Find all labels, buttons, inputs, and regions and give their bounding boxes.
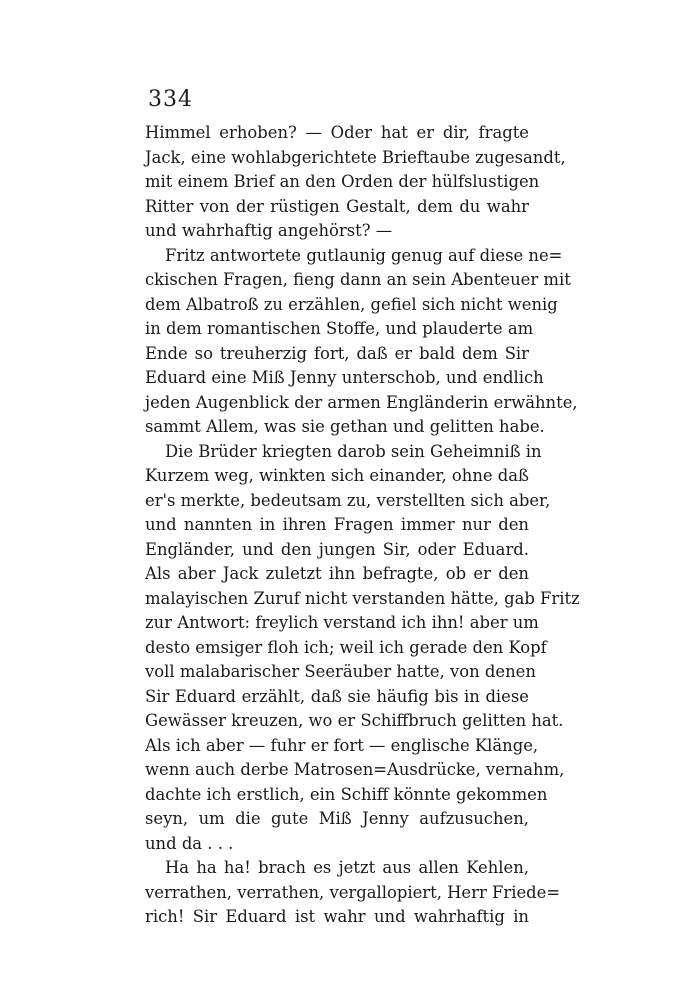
text-line: wenn auch derbe Matrosen=Ausdrücke, vernahm, xyxy=(145,760,565,779)
text-line: Als aber Jack zuletzt ihn befragte, ob er den xyxy=(145,564,529,583)
text-line: zur Antwort: freylich verstand ich ihn! aber um xyxy=(145,613,539,632)
text-line: malayischen Zuruf nicht verstanden hätte, gab Fritz xyxy=(145,588,580,608)
body-text xyxy=(145,121,580,930)
paragraph-first-line: Fritz antwortete gutlaunig genug auf diese ne= xyxy=(165,245,563,265)
text-line: mit einem Brief an den Orden der hülfslustigen xyxy=(145,172,540,191)
page-number: 334 xyxy=(148,87,193,112)
text-line: Himmel erhoben? — Oder hat er dir, fragte xyxy=(145,123,529,142)
text-line: Gewässer kreuzen, wo er Schiffbruch gelitten hat. xyxy=(145,711,564,730)
text-line: voll malabarischer Seeräuber hatte, von denen xyxy=(145,662,536,681)
text-line: seyn, um die gute Miß Jenny aufzusuchen, xyxy=(145,809,529,828)
paragraph-first-line: Die Brüder kriegten darob sein Geheimniß in xyxy=(165,441,542,461)
text-line: Jack, eine wohlabgerichtete Brieftaube zugesandt, xyxy=(145,147,566,167)
paragraph-first-line: Ha ha ha! brach es jetzt aus allen Kehlen, xyxy=(165,858,529,877)
text-line: dem Albatroß zu erzählen, gefiel sich nicht wenig xyxy=(145,294,558,314)
text-line: ckischen Fragen, fieng dann an sein Abenteuer mit xyxy=(145,270,571,289)
text-line: Ritter von der rüstigen Gestalt, dem du wahr xyxy=(145,196,529,216)
text-line: Sir Eduard erzählt, daß sie häufig bis in diese xyxy=(145,686,529,706)
text-line: Eduard eine Miß Jenny unterschob, und endlich xyxy=(145,368,544,387)
text-line: Als ich aber — fuhr er fort — englische Klänge, xyxy=(145,735,539,755)
text-line: Kurzem weg, winkten sich einander, ohne daß xyxy=(145,466,529,485)
text-line: Ende so treuherzig fort, daß er bald dem Sir xyxy=(145,343,529,363)
text-line: Engländer, und den jungen Sir, oder Eduard. xyxy=(145,539,529,559)
text-line: desto emsiger floh ich; weil ich gerade den Kopf xyxy=(145,637,547,657)
text-line: jeden Augenblick der armen Engländerin erwähnte, xyxy=(145,392,578,412)
text-line: dachte ich erstlich, ein Schiff könnte gekommen xyxy=(145,784,548,804)
text-line: und nannten in ihren Fragen immer nur den xyxy=(145,515,529,534)
text-line: verrathen, verrathen, vergallopiert, Herr Friede= xyxy=(145,882,561,902)
text-line: und da . . . xyxy=(145,833,234,853)
text-line: er's merkte, bedeutsam zu, verstellten sich aber, xyxy=(145,490,551,510)
text-line: und wahrhaftig angehörst? — xyxy=(145,221,393,240)
text-line: in dem romantischen Stoffe, und plauderte am xyxy=(145,319,534,338)
text-line: sammt Allem, was sie gethan und gelitten habe. xyxy=(145,417,545,436)
text-line: rich! Sir Eduard ist wahr und wahrhaftig in xyxy=(145,907,529,926)
